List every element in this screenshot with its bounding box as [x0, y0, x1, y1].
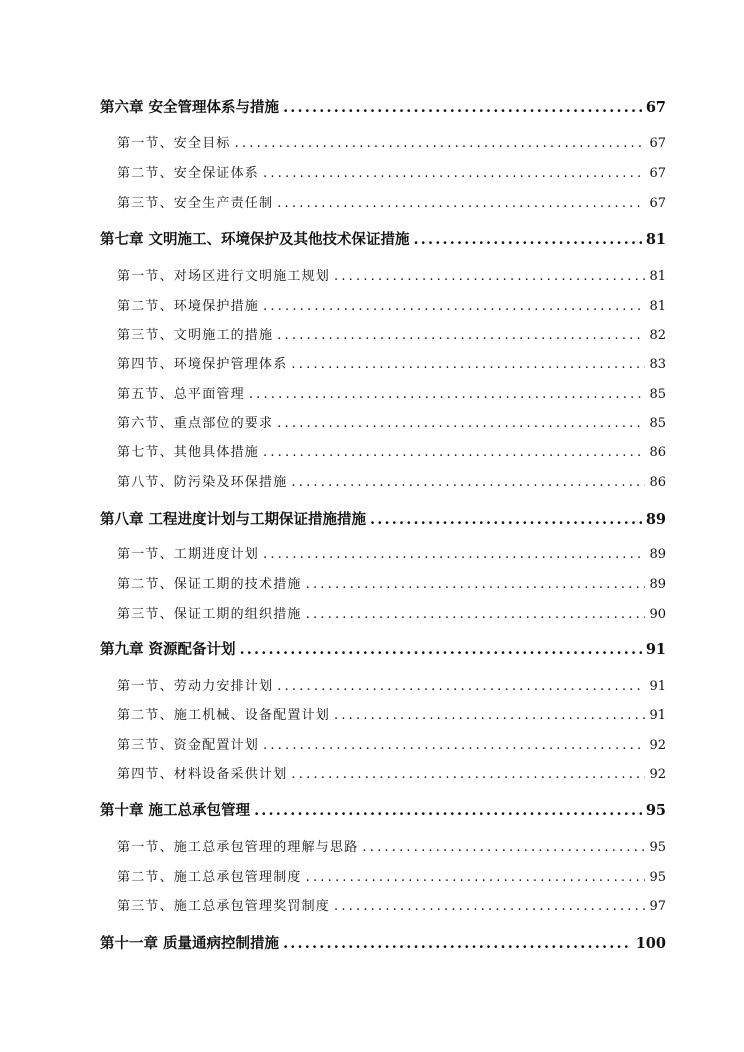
- toc-entry-page-number: 81: [649, 299, 666, 314]
- toc-entry-page-number: 90: [649, 607, 666, 622]
- toc-entry-page-number: 91: [649, 708, 666, 723]
- toc-chapter-entry[interactable]: [100, 638, 666, 659]
- toc-section-entry[interactable]: [117, 132, 666, 151]
- toc-entry-title: 第七章 文明施工、环境保护及其他技术保证措施: [100, 231, 410, 248]
- toc-entry-title: 第一节、对场区进行文明施工规划: [117, 269, 331, 284]
- toc-section-entry[interactable]: [117, 441, 666, 460]
- toc-entry-page-number: 85: [649, 387, 666, 402]
- toc-entry-page-number: 89: [649, 577, 666, 592]
- toc-entry-title: 第三节、施工总承包管理奖罚制度: [117, 899, 331, 914]
- dot-leader: [291, 475, 645, 490]
- dot-leader: [277, 416, 645, 431]
- toc-entry-page-number: 95: [649, 870, 666, 885]
- dot-leader: [362, 840, 645, 855]
- toc-entry-page-number: 67: [645, 99, 666, 116]
- dot-leader: [263, 738, 645, 753]
- dot-leader: [334, 899, 645, 914]
- toc-entry-title: 第四节、环境保护管理体系: [117, 357, 288, 372]
- toc-section-entry[interactable]: [117, 383, 666, 402]
- toc-entry-title: 第四节、材料设备采供计划: [117, 767, 288, 782]
- toc-entry-page-number: 85: [649, 416, 666, 431]
- toc-section-entry[interactable]: [117, 162, 666, 181]
- toc-entry-page-number: 67: [649, 196, 666, 211]
- toc-entry-page-number: 67: [649, 166, 666, 181]
- toc-section-entry[interactable]: [117, 573, 666, 592]
- dot-leader: [263, 166, 645, 181]
- toc-entry-page-number: 82: [649, 328, 666, 343]
- toc-entry-title: 第三节、安全生产责任制: [117, 196, 274, 211]
- toc-entry-title: 第二节、环境保护措施: [117, 299, 260, 314]
- dot-leader: [306, 577, 646, 592]
- toc-entry-title: 第七节、其他具体措施: [117, 445, 260, 460]
- toc-section-entry[interactable]: [117, 836, 666, 855]
- toc-entry-title: 第六节、重点部位的要求: [117, 416, 274, 431]
- dot-leader: [277, 328, 645, 343]
- dot-leader: [249, 387, 646, 402]
- toc-entry-title: 第十一章 质量通病控制措施: [100, 935, 280, 952]
- toc-entry-page-number: 67: [649, 136, 666, 151]
- toc-entry-page-number: 86: [649, 475, 666, 490]
- toc-entry-title: 第二节、施工总承包管理制度: [117, 870, 302, 885]
- dot-leader: [277, 679, 645, 694]
- toc-entry-title: 第一节、劳动力安排计划: [117, 679, 274, 694]
- dot-leader: [254, 802, 642, 819]
- toc-chapter-entry[interactable]: [100, 799, 666, 820]
- dot-leader: [306, 870, 646, 885]
- toc-chapter-entry[interactable]: [100, 96, 666, 117]
- dot-leader: [306, 607, 646, 622]
- toc-chapter-entry[interactable]: [100, 228, 666, 249]
- toc-entry-page-number: 92: [649, 767, 666, 782]
- dot-leader: [283, 935, 632, 952]
- toc-entry-page-number: 95: [649, 840, 666, 855]
- toc-entry-title: 第九章 资源配备计划: [100, 641, 236, 658]
- toc-entry-title: 第八节、防污染及环保措施: [117, 475, 288, 490]
- toc-section-entry[interactable]: [117, 265, 666, 284]
- dot-leader: [235, 136, 646, 151]
- toc-entry-page-number: 91: [649, 679, 666, 694]
- toc-entry-title: 第二节、安全保证体系: [117, 166, 260, 181]
- dot-leader: [263, 547, 645, 562]
- toc-entry-title: 第八章 工程进度计划与工期保证措施措施: [100, 511, 367, 528]
- toc-section-entry[interactable]: [117, 471, 666, 490]
- toc-entry-title: 第十章 施工总承包管理: [100, 802, 251, 819]
- toc-section-entry[interactable]: [117, 412, 666, 431]
- dot-leader: [240, 641, 642, 658]
- toc-entry-page-number: 81: [645, 231, 666, 248]
- toc-section-entry[interactable]: [117, 763, 666, 782]
- toc-entry-page-number: 95: [645, 802, 666, 819]
- dot-leader: [291, 767, 645, 782]
- toc-entry-page-number: 81: [649, 269, 666, 284]
- toc-entry-title: 第五节、总平面管理: [117, 387, 245, 402]
- toc-chapter-entry[interactable]: [100, 932, 666, 953]
- toc-section-entry[interactable]: [117, 192, 666, 211]
- toc-entry-title: 第三节、文明施工的措施: [117, 328, 274, 343]
- toc-section-entry[interactable]: [117, 734, 666, 753]
- toc-entry-page-number: 86: [649, 445, 666, 460]
- toc-entry-title: 第二节、施工机械、设备配置计划: [117, 708, 331, 723]
- dot-leader: [263, 445, 645, 460]
- toc-entry-title: 第一节、安全目标: [117, 136, 231, 151]
- toc-section-entry[interactable]: [117, 675, 666, 694]
- toc-entry-page-number: 97: [649, 899, 666, 914]
- toc-entry-page-number: 100: [635, 935, 666, 952]
- toc-entry-title: 第一节、施工总承包管理的理解与思路: [117, 840, 359, 855]
- toc-section-entry[interactable]: [117, 866, 666, 885]
- toc-entry-title: 第三节、保证工期的组织措施: [117, 607, 302, 622]
- toc-section-entry[interactable]: [117, 704, 666, 723]
- dot-leader: [334, 269, 645, 284]
- toc-entry-title: 第三节、资金配置计划: [117, 738, 260, 753]
- toc-entry-page-number: 83: [649, 357, 666, 372]
- toc-entry-page-number: 89: [649, 547, 666, 562]
- toc-section-entry[interactable]: [117, 324, 666, 343]
- toc-entry-page-number: 92: [649, 738, 666, 753]
- dot-leader: [291, 357, 645, 372]
- dot-leader: [414, 231, 642, 248]
- dot-leader: [283, 99, 642, 116]
- dot-leader: [334, 708, 645, 723]
- toc-entry-title: 第二节、保证工期的技术措施: [117, 577, 302, 592]
- dot-leader: [370, 511, 642, 528]
- toc-entry-page-number: 89: [645, 511, 666, 528]
- toc-entry-title: 第六章 安全管理体系与措施: [100, 99, 280, 116]
- toc-chapter-entry[interactable]: [100, 508, 666, 529]
- dot-leader: [263, 299, 645, 314]
- dot-leader: [277, 196, 645, 211]
- toc-section-entry[interactable]: [117, 353, 666, 372]
- toc-section-entry[interactable]: [117, 543, 666, 562]
- toc-entry-title: 第一节、工期进度计划: [117, 547, 260, 562]
- toc-section-entry[interactable]: [117, 895, 666, 914]
- toc-section-entry[interactable]: [117, 295, 666, 314]
- toc-entry-page-number: 91: [645, 641, 666, 658]
- toc-section-entry[interactable]: [117, 603, 666, 622]
